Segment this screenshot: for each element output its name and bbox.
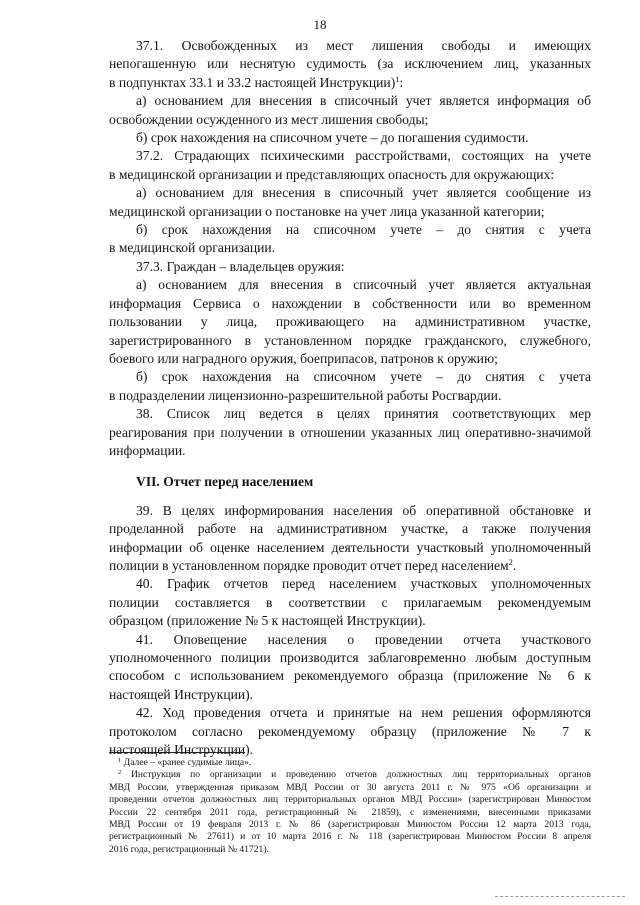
paragraph-line xyxy=(109,612,591,630)
line-text: МВД России, утвержденная приказом МВД России от 30 августа 2011 г. № 975 «Об организации и xyxy=(109,781,591,793)
punctuation: : xyxy=(399,74,404,90)
line-text: боевого или наградного оружия, боеприпасов, патронов к оружию; xyxy=(109,350,498,366)
paragraph-line xyxy=(109,37,591,55)
footnote-line xyxy=(109,807,591,819)
paragraph-line xyxy=(109,539,591,557)
footnote-line xyxy=(109,844,591,856)
line-text: Далее – «ранее судимые лица». xyxy=(123,757,252,768)
paragraph-line xyxy=(109,368,591,386)
paragraph-line xyxy=(109,74,591,92)
line-text: настоящей Инструкции). xyxy=(109,686,254,702)
footnote-line xyxy=(109,782,591,794)
footnote-line xyxy=(109,819,591,831)
paragraph-line xyxy=(109,239,591,257)
line-text: 37.1. Освобожденных из мест лишения свободы и имеющих xyxy=(136,38,591,53)
paragraph-line xyxy=(109,258,591,276)
line-text: 41. Оповещение населения о проведении отчета участкового xyxy=(136,631,591,647)
paragraph-line xyxy=(109,129,591,147)
line-text: б) срок нахождения на списочном учете – до снятия с учета xyxy=(136,222,591,238)
paragraph-line xyxy=(109,295,591,313)
footnote-separator xyxy=(109,752,245,753)
paragraph-line xyxy=(109,332,591,350)
line-text: медицинской организации о постановке на учет лица указанной категории; xyxy=(109,203,545,219)
paragraph-line xyxy=(109,203,591,221)
paragraph-line xyxy=(109,147,591,165)
line-text: в подпунктах 33.1 и 33.2 настоящей Инструкции) xyxy=(109,74,396,90)
paragraph-line xyxy=(109,92,591,110)
line-text: 2016 года, регистрационный № 41721). xyxy=(109,843,269,855)
paragraph-line xyxy=(109,184,591,202)
line-text: информации об оценке населением деятельности участковый уполномоченный xyxy=(109,539,591,555)
line-text: а) основанием для внесения в списочный учет является актуальная xyxy=(136,277,591,293)
paragraph-line xyxy=(109,686,591,704)
footnote-line xyxy=(109,757,591,769)
paragraph-line xyxy=(109,723,591,741)
footnote-reference[interactable]: 2 xyxy=(508,556,513,567)
punctuation: . xyxy=(512,557,517,573)
line-text: реагирования при получении в отношении указанных лиц оперативно-значимой xyxy=(109,424,591,440)
paragraph-line xyxy=(109,405,591,423)
line-text: освобождении осужденного из мест лишения свободы; xyxy=(109,111,429,127)
line-text: 37.2. Страдающих психическими расстройствами, состоящих на учете xyxy=(136,148,591,164)
paragraph-line xyxy=(109,276,591,294)
line-text: России 22 сентября 2011 года, регистрационный № 21859), с изменениями, внесенными приказами xyxy=(109,806,591,818)
line-text: способом с использованием рекомендуемого образца (приложение № 6 к xyxy=(109,668,591,684)
line-text: а) основанием для внесения в списочный учет является информация об xyxy=(136,93,591,109)
line-text: проведении отчетов должностных лиц территориальных органов МВД России» (зарегистрирован Минюстом xyxy=(109,794,591,806)
line-text: настоящей Инструкции). xyxy=(109,742,254,758)
paragraph-line xyxy=(109,221,591,239)
line-text: в подразделении лицензионно-разрешительной работы Росгвардии. xyxy=(109,387,502,403)
paragraph-line xyxy=(109,704,591,722)
paragraph-line xyxy=(109,594,591,612)
line-text: полиции составляется в соответствии с прилагаемым рекомендуемым xyxy=(109,594,591,610)
line-text: уполномоченного полиции производится заблаговременно любым доступным xyxy=(109,650,591,665)
line-text: информации. xyxy=(109,442,186,458)
footnote-line xyxy=(109,769,591,781)
section-vii-body xyxy=(109,502,591,760)
section-heading-vii: VII. Отчет перед населением xyxy=(136,474,314,490)
line-text: образцом (приложение № 5 к настоящей Инструкции). xyxy=(109,613,426,629)
line-text: полиции в установленном порядке проводит отчет перед населением xyxy=(109,557,509,573)
paragraph-line xyxy=(109,502,591,520)
line-text: информация Сервиса о нахождении в собственности или во временном xyxy=(109,295,591,311)
paragraph-line xyxy=(109,55,591,73)
paragraph-line xyxy=(109,166,591,184)
line-text: а) основанием для внесения в списочный учет является сообщение из xyxy=(136,185,591,201)
line-text: 38. Список лиц ведется в целях принятия соответствующих мер xyxy=(136,406,591,422)
line-text: проделанной работе на административном участке, а также получения xyxy=(109,521,591,537)
line-text: зарегистрированного в установленном порядке гражданского, служебного, xyxy=(109,332,591,348)
paragraph-line xyxy=(109,111,591,129)
line-text: б) срок нахождения на списочном учете – до снятия с учета xyxy=(136,369,591,385)
footnotes xyxy=(109,757,591,856)
line-text: МВД России от 19 февраля 2013 г. № 86 (зарегистрирован Минюстом России 12 марта 2013 года, xyxy=(109,819,591,831)
line-text: регистрационный № 27611) и от 10 марта 2016 г. № 118 (зарегистрирован Минюстом России 8 апреля xyxy=(109,831,591,843)
line-text: Инструкция по организации и проведению отчетов должностных лиц территориальных органов xyxy=(131,769,592,781)
paragraph-line xyxy=(109,649,591,667)
line-text: непогашенную или неснятую судимость (за исключением лиц, указанных xyxy=(109,56,591,72)
paragraph-line xyxy=(109,313,591,331)
paragraph-line xyxy=(109,575,591,593)
paragraph-line xyxy=(109,667,591,685)
footnote-marker: 1 xyxy=(118,757,122,764)
footnote-line xyxy=(109,831,591,843)
footnote-line xyxy=(109,794,591,806)
section-37-38 xyxy=(109,37,591,460)
paragraph-line xyxy=(109,520,591,538)
line-text: б) срок нахождения на списочном учете – до погашения судимости. xyxy=(136,130,529,146)
paragraph-line xyxy=(109,631,591,649)
paragraph-line xyxy=(109,424,591,442)
line-text: в медицинской организации. xyxy=(109,240,276,256)
line-text: протоколом согласно рекомендуемому образцу (приложение № 7 к xyxy=(109,723,591,739)
footnote-reference[interactable]: 1 xyxy=(395,73,400,84)
line-text: в медицинской организации и представляющих опасность для окружающих: xyxy=(109,166,555,182)
line-text: пользовании у лица, проживающего на административном участке, xyxy=(109,314,591,330)
paragraph-line xyxy=(109,557,591,575)
paragraph-line xyxy=(109,387,591,405)
footnote-marker: 2 xyxy=(118,769,122,777)
line-text: 39. В целях информирования населения об оперативной обстановке и xyxy=(136,502,591,518)
paragraph-line xyxy=(109,350,591,368)
line-text: 42. Ход проведения отчета и принятые на нем решения оформляются xyxy=(136,705,591,721)
page-number: 18 xyxy=(313,17,327,32)
paragraph-line xyxy=(109,442,591,460)
document-body xyxy=(109,37,591,759)
scan-artifact-line xyxy=(495,896,625,897)
line-text: 37.3. Граждан – владельцев оружия: xyxy=(136,258,345,274)
line-text: 40. График отчетов перед населением участковых уполномоченных xyxy=(136,576,591,592)
